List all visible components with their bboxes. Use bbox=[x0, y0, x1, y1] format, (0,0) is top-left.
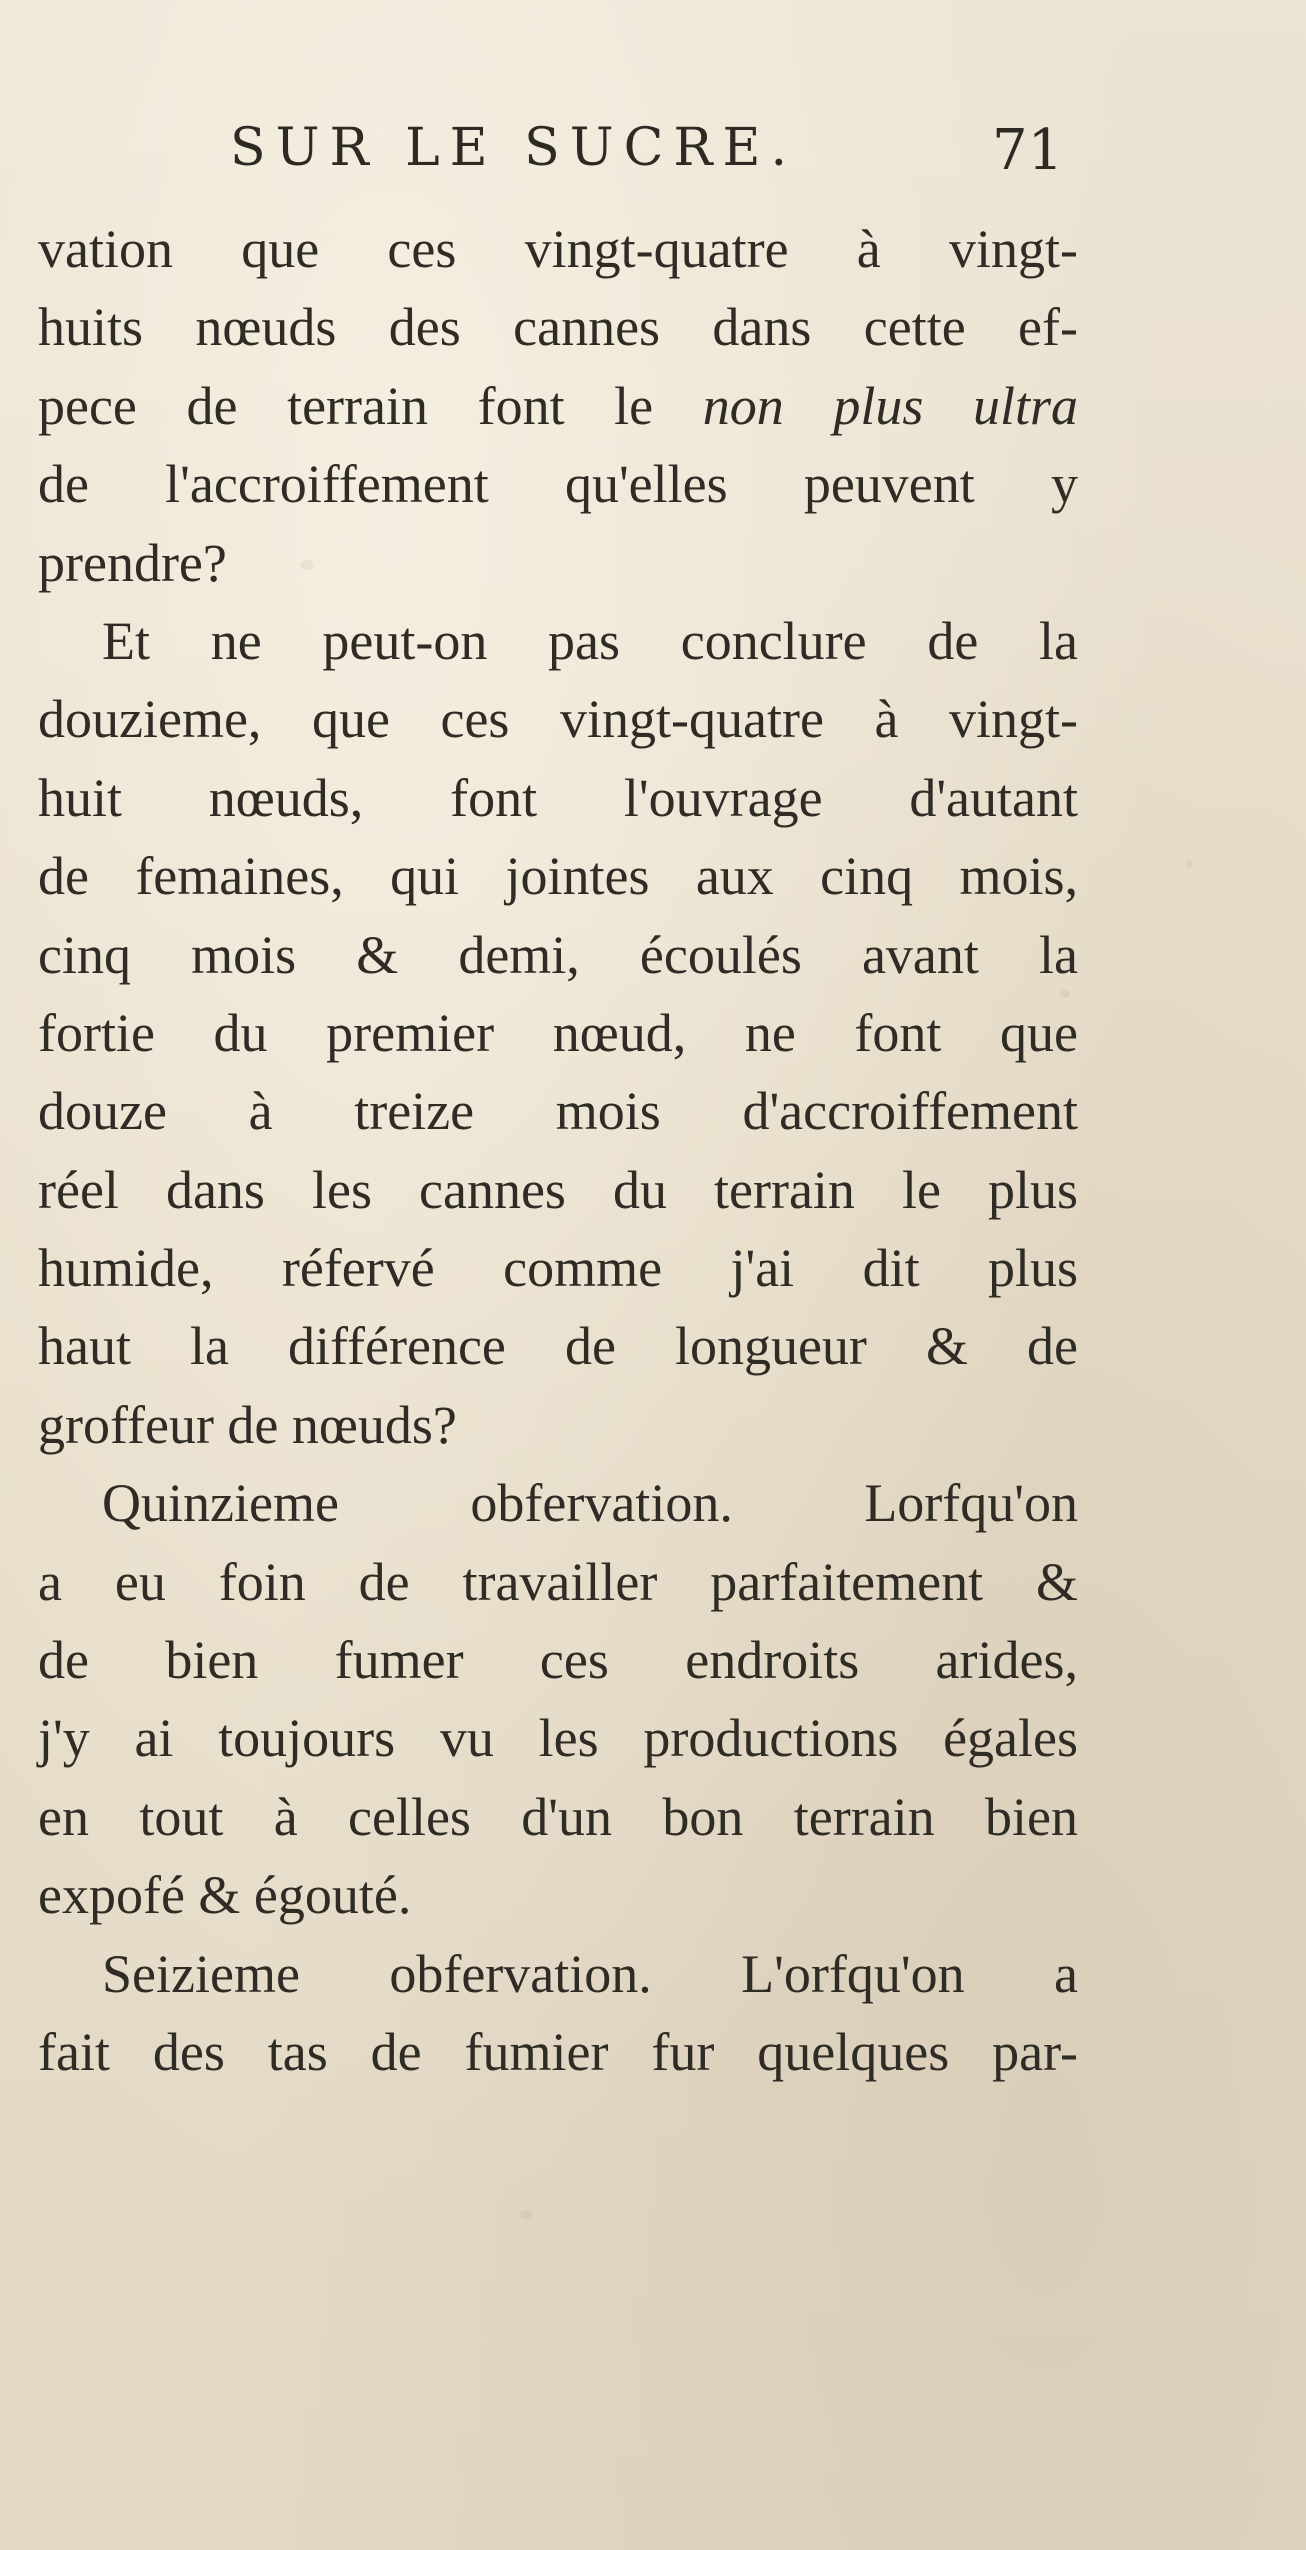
text-line: huit nœuds, font l'ouvrage d'autant bbox=[38, 767, 1078, 828]
text-line: groffeur de nœuds? bbox=[38, 1394, 457, 1455]
text-line: de bien fumer ces endroits arides, bbox=[38, 1630, 1078, 1691]
text-line: fait des tas de fumier fur quelques par- bbox=[38, 2021, 1078, 2082]
page-header bbox=[0, 118, 1306, 198]
text-line: fortie du premier nœud, ne font que bbox=[38, 1002, 1078, 1063]
text-line: douze à treize mois d'accroiffement bbox=[38, 1081, 1078, 1142]
text-line: de l'accroiffement qu'elles peuvent y bbox=[38, 454, 1078, 515]
foxing-spot bbox=[520, 2210, 532, 2219]
text-line-roman: pece de terrain font le bbox=[38, 375, 703, 436]
text-line: vation que ces vingt-quatre à vingt- bbox=[38, 219, 1078, 279]
foxing-spot bbox=[1185, 860, 1193, 868]
paragraph-start-line: Quinzieme obfervation. Lorfqu'on bbox=[102, 1473, 1078, 1534]
text-line: cinq mois & demi, écoulés avant la bbox=[38, 924, 1078, 985]
text-line: haut la différence de longueur & de bbox=[38, 1316, 1078, 1377]
text-line: réel dans les cannes du terrain le plus bbox=[38, 1159, 1078, 1220]
text-line: de femaines, qui jointes aux cinq mois, bbox=[38, 846, 1078, 907]
text-line: douzieme, que ces vingt-quatre à vingt- bbox=[38, 689, 1078, 750]
text-line: prendre? bbox=[38, 532, 227, 593]
italic-phrase: non plus ultra bbox=[702, 375, 1078, 436]
text-line: humide, réfervé comme j'ai dit plus bbox=[38, 1238, 1078, 1299]
running-title: SUR LE SUCRE. bbox=[230, 118, 798, 178]
text-line: a eu foin de travailler parfaitement & bbox=[38, 1551, 1078, 1612]
text-line: j'y ai toujours vu les productions égales bbox=[38, 1708, 1078, 1769]
text-line: expofé & égouté. bbox=[38, 1865, 412, 1926]
body-text bbox=[38, 210, 1078, 2091]
text-line: huits nœuds des cannes dans cette ef- bbox=[38, 297, 1078, 358]
text-line bbox=[38, 367, 1078, 445]
page-number: 71 bbox=[992, 118, 1064, 183]
paragraph-start-line: Et ne peut-on pas conclure de la bbox=[102, 610, 1078, 671]
text-line: en tout à celles d'un bon terrain bien bbox=[38, 1786, 1078, 1847]
paragraph-start-line: Seizieme obfervation. L'orfqu'on a bbox=[102, 1943, 1078, 2004]
